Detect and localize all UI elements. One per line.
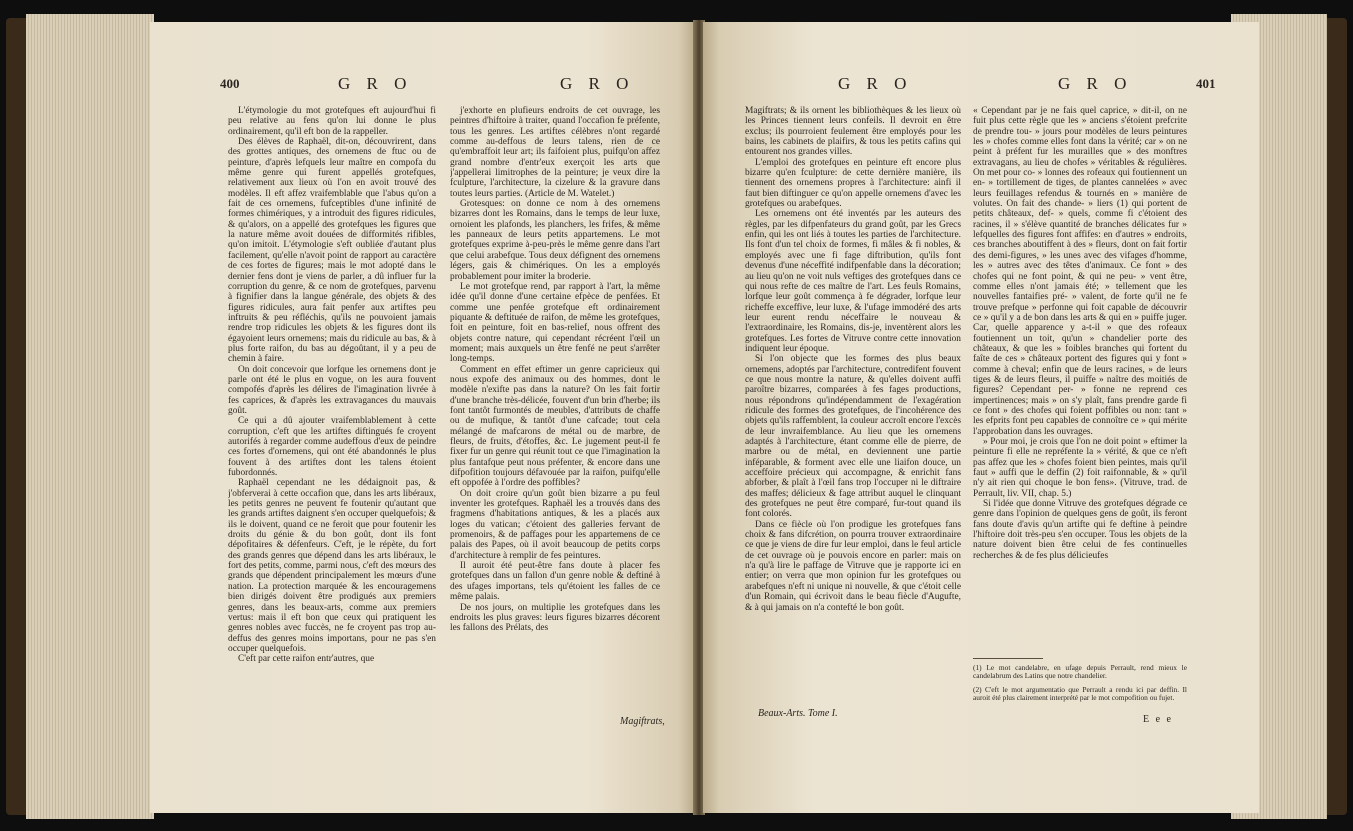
paragraph: Ce qui a dû ajouter vraifemblablement à cette corruption, c'eft que les artiftes diftingués fe croyent autorifés à regarder comme audeffous d'eux de peindre ces fortes d'ornemens, qui ont été abandonnés le plus fouvent à des artiftes dont les talens étoient fubordonnés. — [228, 416, 436, 479]
footnote-1: (1) Le mot candelabre, en ufage depuis Perrault, rend mieux le candelabrum des Latins que notre chandelier. — [973, 663, 1187, 681]
paragraph: Raphaël cependant ne les dédaignoit pas, & j'obferverai à cette occafion que, dans les arts libéraux, les petits genres ne peuvent fe foutenir qu'autant que les grands artiftes daignent s'en occuper quelquefois; & ils le doivent, quand ce ne feroit que pour foutenir les droits du génie & du bon goût, dont ils font dépofitaires & défenfeurs. C'eft, je le répète, du fort des grands genres que dépend dans les arts libéraux, le fort des petits, comme, parmi nous, c'eft des mœurs des grands que dépendent principalement les mœurs d'une nation. La protection marquée & les encouragemens bien dirigés doivent être prodigués aux premiers genres, dans les beaux-arts, comme aux premiers vertus: mais il eft bon que ceux qui pratiquent les genres nobles avec fuccès, ne fe croyent pas trop au-deffus des genres moins importans, pour ne pas s'en occuper quelquefois. — [228, 478, 436, 654]
paragraph: Des élèves de Raphaël, dit-on, découvrirent, dans des grottes antiques, des ornemens de ftuc ou de peinture, d'après lefquels leur maître en compofa du même genre qui furent appellés grotefques, relativement aux lieux où l'on en avoit trouvé des modèles. Il eft affez vraifemblable que l'abus qu'on a fait de ces ornemens, fufceptibles d'une infinité de formes chimériques, y a introduit des figures ridicules, & qu'alors, on a appellé des grotefques les figures que la nature même avoit douées de difformités rifibles, qu'on imitoit. L'étymologie s'eft oubliée d'autant plus facilement, qu'elle n'avoit point de rapport au caractère de ces fortes de figures; mais le mot adopté dans le dernier fens dont je viens de parler, a dû influer fur la corruption du genre, & ce nom de grotefques, parvenu à fignifier dans la langue générale, des objets & des figures ridicules, aura fait penfer aux artiftes peu inftruits & peu réfléchis, qu'ils ne pouvoient jamais rendre trop ridicules les objets & les figures dont ils égayoient leurs ornemens; mais du ridicule au bas, & à plus forte raifon, du bas au dégoûtant, il y a peu de chemin à faire. — [228, 137, 436, 365]
volume-signature: Beaux-Arts. Tome I. — [758, 708, 838, 719]
footnote-2: (2) C'eft le mot argumentatio que Perrault a rendu ici par deffin. Il auroit été plus clairement interprété par le mot compofition ou fujet. — [973, 685, 1187, 703]
catchword: Magiftrats, — [620, 716, 665, 727]
left-page-column-2 — [450, 106, 660, 714]
paragraph: L'emploi des grotefques en peinture eft encore plus bizarre qu'en fculpture: de cette dernière manière, ils tiennent des ornemens propres à l'architecture: ainfi il faut bien diftinguer ce qu'on appelle ornemens d'avec les grotefques ou arabefques. — [745, 157, 961, 210]
paragraph: On doit croire qu'un goût bien bizarre a pu feul inventer les grotefques. Raphaël les a trouvés dans des fragmens d'habitations antiques, & les a placés aux loges du vatican; c'étoient des galleries fervant de promenoirs, & de paffages pour les appartemens de ce palais des Papes, où il avoit beaucoup de petits corps d'architecture à remplir de fes peintures. — [450, 488, 660, 561]
paragraph: j'exhorte en plufieurs endroits de cet ouvrage, les peintres d'hiftoire à traiter, quand l'occafion fe préfente, tous les genres. Les artiftes célèbres n'ont regardé comme au-deffous de leurs talens, rien de ce qu'embraffoit leur art; ils faifoient plus, puifqu'on affez grand nombre d'entr'eux exerçoit les arts que j'appellerai limitrophes de la peinture; je veux dire la fculpture, l'architecture, la cizelure & la gravure dans toutes leurs parties. (Article de M. Watelet.) — [450, 106, 660, 199]
running-head-left-col1: G R O — [338, 74, 413, 93]
footnote-rule — [973, 658, 1043, 659]
running-head-right-col1: G R O — [838, 74, 913, 93]
left-page — [150, 22, 695, 813]
paragraph: « Cependant par je ne fais quel caprice, » dit-il, on ne fuit plus cette règle que les » anciens s'étoient prefcrite de prendre tou- » jours pour modèles de leurs peintures les » chofes comme elles font dans la vérité; car » on ne peint à préfent fur les murailles que » des monftres extravagans, au lieu de chofes » véritables & régulières. On met pour co- » lonnes des rofeaux qui foutiennent un en- » tortillement de tiges, de plantes cannelées » avec leurs feuillages refendus & tournés en » manière de volutes. On fait des chande- » liers (1) qui portent de petits châteaux, def- » quels, comme fi c'étoient des racines, il » s'élève quantité de branches délicates fur » lefquelles des figures font affifes: en d'autres » endroits, ces branches aboutiffent à des » fleurs, dont on fait fortir des demi-figures, » les unes avec des vifages d'homme, les » autres avec des têtes d'animaux. Ce font » des chofes qui ne font point, & qui ne peu- » vent être, comme elles n'ont jamais été; » tellement que les nouvelles fantaifies pré- » valent, de forte qu'il ne fe trouve prefque » perfonne qui foit capable de découvrir ce » qu'il y a de bon dans les arts & qui en » puiffe juger. Car, quelle apparence y a-t-il » que des rofeaux foutiennent un toit, qu'un » chandelier porte des châteaux, & que les » foibles branches qui fortent du faîte de ces » châteaux portent des figures qui y font » comme à cheval; enfin que de leurs racines, » de leurs tiges & de leurs fleurs, il puiffe » naître des moitiés de figures? Cependant per- » fonne ne reprend ces impertinences; mais » on s'y plaît, fans prendre garde fi ce font » des chofes qui foient poffibles ou non: tant » les efprits font peu capables de connoître ce » qui mérite l'approbation dans les ouvrages. — [973, 106, 1187, 437]
running-head-right-col2: G R O — [1058, 74, 1133, 93]
paragraph: Si l'on objecte que les formes des plus beaux ornemens, adoptés par l'architecture, contredifent fouvent ce que nous montre la nature, & qu'elles doivent auffi paroître bizarres, comparées à fes fages productions, nous répondrons qu'indépendamment de l'exagération ridicule des formes des grotefques, de l'incohérence des objets qu'ils raffemblent, la couleur accroît encore l'excès de leur invraifemblance. Au lieu que les ornemens adaptés à l'architecture, étant comme elle de pierre, de marbre ou de métal, en deviennent une partie inféparable, & forment avec elle une liaifon douce, un acceffoire précieux qui accompagne, & enrichit fans abforber, & plaît à l'œil fans trop l'occuper ni le diftraire des maffes; délicieux & fage attribut auquel le clinquant des grotefques ne peut être comparé, fur-tout quand ils font colorés. — [745, 354, 961, 520]
paragraph: L'étymologie du mot grotefques eft aujourd'hui fi peu relative au fens qu'on lui donne le plus ordinairement, qu'il eft bon de la rappeller. — [228, 106, 436, 137]
paragraph: De nos jours, on multiplie les grotefques dans les endroits les plus graves: leurs figures bizarres décorent les fallons des Prélats, des — [450, 602, 660, 634]
paragraph: C'eft par cette raifon entr'autres, que — [238, 654, 375, 665]
paragraph: » Pour moi, je crois que l'on ne doit point » eftimer la peinture fi elle ne repréfente la » vérité, & que ce n'eft pas affez que les » chofes foient bien peintes, mais qu'il faut » auffi que le deffin (2) foit raifonnable, & » qu'il n'y ait rien qui choque le bon fens». (Vitruve, trad. de Perrault, liv. VII, chap. 5.) — [973, 437, 1187, 499]
sheet-signature: E e e — [1143, 714, 1173, 725]
paragraph: Si l'idée que donne Vitruve des grotefques dégrade ce genre dans l'opinion de quelques gens de goût, ils feront fans doute d'avis qu'un artifte qui fe deftine à peindre l'hiftoire doit très-peu s'en occuper. Tous les objets de la nature doivent bien être celui de fes continuelles recherches & de fes plus délicieufes — [973, 499, 1187, 561]
paragraph: Grotesques: on donne ce nom à des ornemens bizarres dont les Romains, dans le temps de leur luxe, ornoient les plafonds, les planchers, les frifes, & même les panneaux de leurs petits appartemens. Le mot grotefques exprime à-peu-près le même genre dans l'art que celui arabefque. Tous deux défignent des ornemens légers, gais & chimériques. On les a employés probablement pour imiter la broderie. — [450, 199, 660, 282]
right-page — [703, 22, 1259, 813]
paragraph: Le mot grotefque rend, par rapport à l'art, la même idée qu'il donne d'une certaine efpèce de penfées. Et comme une penfée grotefque eft ordinairement piquante & deftituée de raifon, de même les grotefques, foit en peinture, foit en bas-relief, nous offrent des objets contre nature, qui cependant récréent l'œil un moment; mais auxquels un être fenfé ne peut s'arrêter long-temps. — [450, 281, 660, 365]
paragraph: Dans ce fiècle où l'on prodigue les grotefques fans choix & fans difcrétion, on pourra trouver extraordinaire ce que je viens de dire fur leur emploi, dans le feul article de cet ouvrage où je pouvois encore en parler: mais on n'a qu'à lire le paffage de Vitruve que je rapporte ici en entier; on verra que mon opinion fur les grotefques ou arabefques n'eft ni unique ni nouvelle, & que c'étoit celle d'un Romain, qui écrivoit dans le beau fiècle d'Augufte, & à qui jamais on n'a contefté le bon goût. — [745, 519, 961, 613]
right-page-column-1 — [745, 106, 961, 708]
page-number-left: 400 — [220, 76, 240, 91]
paragraph: On doit concevoir que lorfque les ornemens dont je parle ont été le plus en vogue, on les aura fouvent compofés d'après les délires de l'imagination livrée à fes caprices, & d'après les extravagances du mauvais goût. — [228, 364, 436, 416]
paragraph: Il auroit été peut-être fans doute à placer fes grotefques dans un fallon d'un genre noble & deftiné à des ufages importans, tels qu'étoient les falles de ce même palais. — [450, 561, 660, 603]
left-page-column-1 — [228, 106, 436, 718]
page-number-right: 401 — [1196, 76, 1216, 91]
running-head-left-col2: G R O — [560, 74, 635, 93]
page-edges-left — [26, 14, 154, 819]
paragraph: Les ornemens ont été inventés par les auteurs des règles, par les difpenfateurs du grand goût, par les Grecs enfin, qui les ont liés à toutes les parties de l'architecture. Ils font d'un tel choix de formes, fi mâles & fi nobles, & employés avec une fi fage diftribution, qu'ils font devenus d'une néceffité indifpenfable dans la décoration; au lieu qu'on ne voit nuls veftiges des grotefques dans ce qui nous refte de ces maître de l'art. Les feuls Romains, lorfque leur goût commença à fe dégrader, lorfque leur richeffe exceffive, leur luxe, & l'ufage immodéré des arts leur eurent rendu néceffaire le nouveau & l'extraordinaire, les Romains, dis-je, inventèrent alors les grotefques. Les fortes de Vitruve contre cette innovation indiquent leur époque. — [745, 209, 961, 354]
paragraph: Comment en effet eftimer un genre capricieux qui nous expofe des animaux ou des hommes, dont le modèle n'exifte pas dans la nature? On les fait fortir d'une branche très-délicée, fouvent d'un brin d'herbe; ils font tantôt furmontés de meubles, d'attributs de chaffe ou de mufique, & tantôt d'une cafcade; tout cela mélangé de mafcarons de métal ou de marbre, de fleurs, de fruits, d'étoffes, &c. Le jugement peut-il fe fixer fur un genre qui réunit tout ce que l'imagination la plus fantafque peut nous préfenter, & encore dans une difpofition toujours défavouée par la raifon, puifqu'elle eft oppofée à l'ordre des poffibles? — [450, 364, 660, 489]
right-page-column-2 — [973, 106, 1187, 654]
paragraph: Magiftrats; & ils ornent les bibliothèques & les lieux où les Princes tiennent leurs confeils. Il devroit en être exclus; ils pourroient feulement être employés pour les bains, les cabinets de plaifirs, & tous les petits cafins qui entourent nos grandes villes. — [745, 106, 961, 158]
